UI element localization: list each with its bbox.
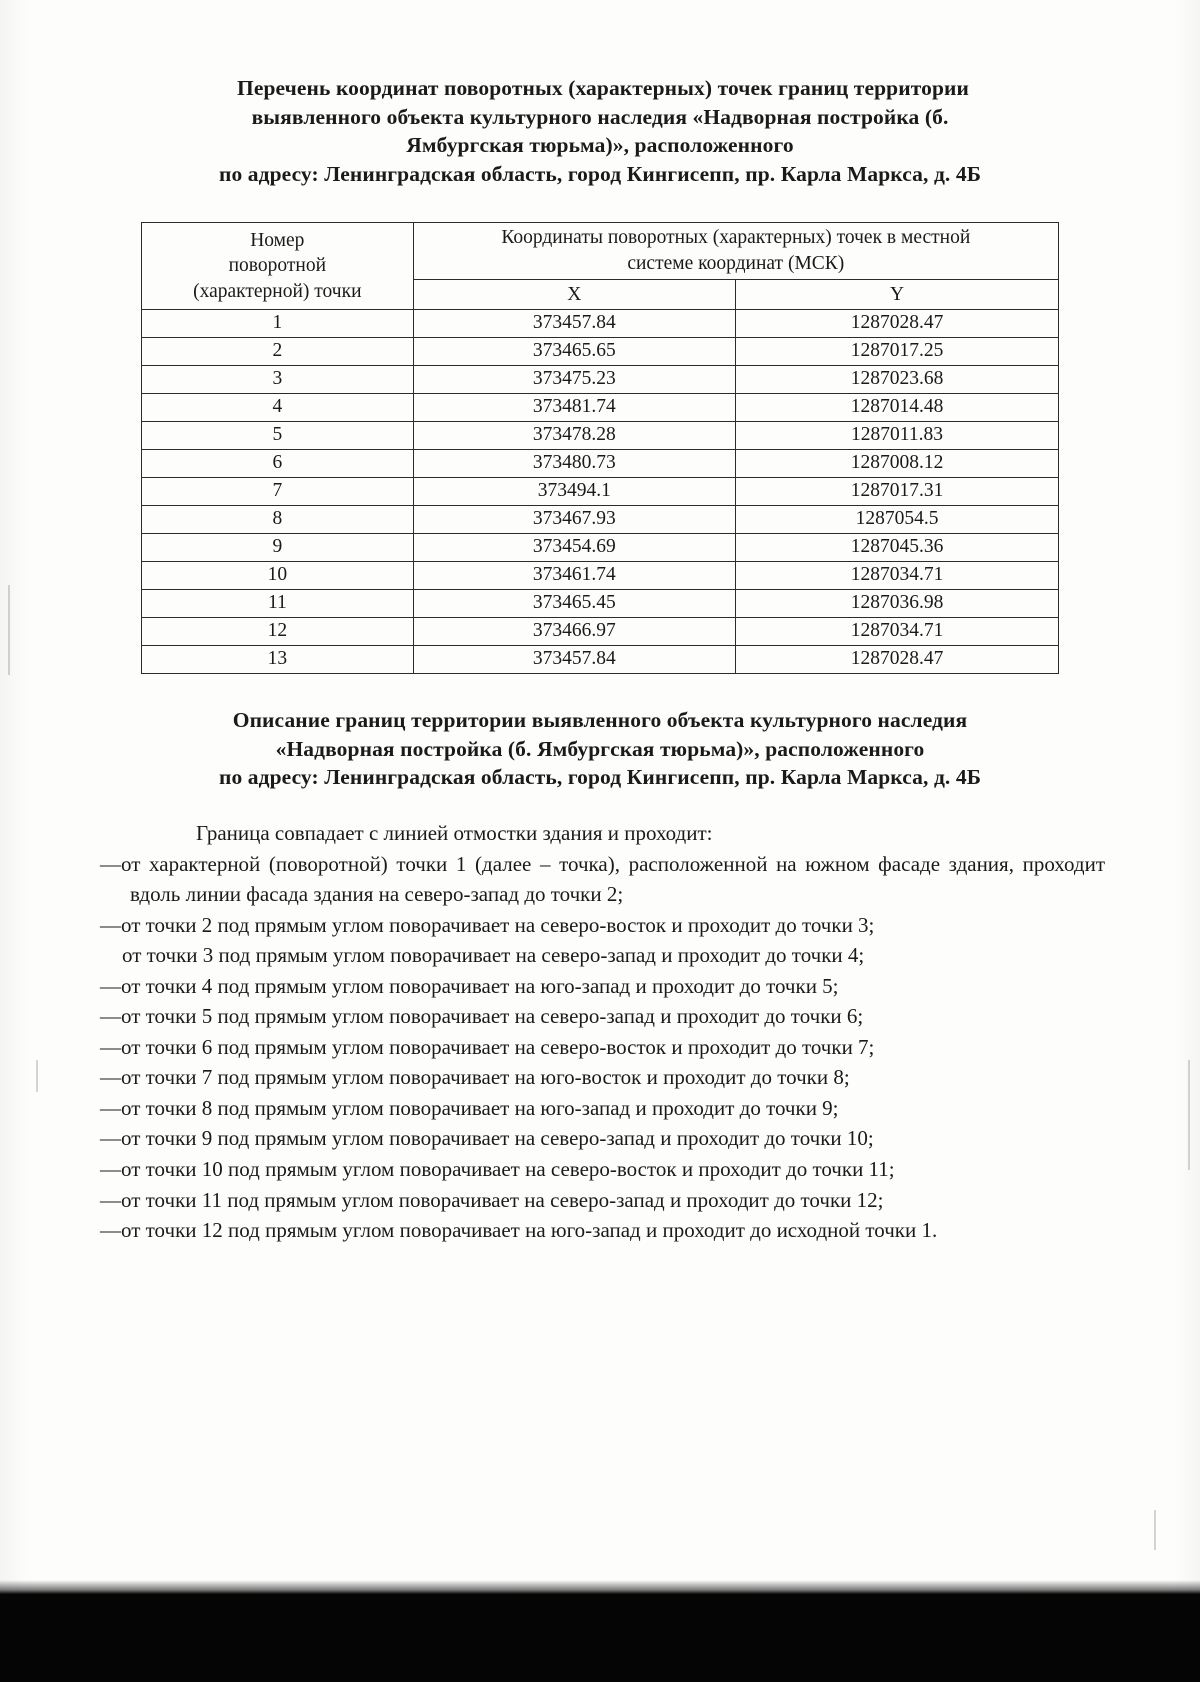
cell-point-number: 1 xyxy=(142,310,414,338)
table-row xyxy=(142,506,1059,534)
cell-point-number: 3 xyxy=(142,366,414,394)
cell-coordinate-x: 373466.97 xyxy=(413,618,735,646)
scan-artifact-left-1 xyxy=(8,585,10,675)
page-title xyxy=(118,74,1082,188)
table-row xyxy=(142,394,1059,422)
border-step-9: —от точки 9 под прямым углом поворачивает на северо-запад и проходит до точки 10; xyxy=(100,1126,874,1151)
header-point-number xyxy=(142,223,414,310)
border-step-6: —от точки 6 под прямым углом поворачивает на северо-восток и проходит до точки 7; xyxy=(100,1034,875,1059)
header-point-number-line-2: поворотной xyxy=(228,255,327,277)
cell-coordinate-y: 1287034.71 xyxy=(736,618,1059,646)
description-heading xyxy=(118,706,1082,792)
table-row xyxy=(142,310,1059,338)
cell-coordinate-y: 1287028.47 xyxy=(736,310,1059,338)
border-step-11: —от точки 11 под прямым углом поворачивает на северо-запад и проходит до точки 12; xyxy=(100,1187,884,1212)
table-row xyxy=(142,618,1059,646)
table-head xyxy=(142,223,1059,310)
cell-coordinate-x: 373481.74 xyxy=(413,394,735,422)
description-heading-line-1: Описание границ территории выявленного объекта культурного наследия xyxy=(232,708,968,733)
table-row xyxy=(142,590,1059,618)
header-coordinates-line-1: Координаты поворотных (характерных) точек в местной xyxy=(501,227,971,249)
cell-coordinate-x: 373467.93 xyxy=(413,506,735,534)
cell-coordinate-y: 1287023.68 xyxy=(736,366,1059,394)
cell-coordinate-y: 1287045.36 xyxy=(736,534,1059,562)
page-title-line-3: Ямбургская тюрьма)», расположенного xyxy=(406,133,794,158)
header-column-x: X xyxy=(413,279,735,309)
table-row xyxy=(142,450,1059,478)
header-coordinates-group xyxy=(413,223,1058,279)
cell-coordinate-y: 1287008.12 xyxy=(736,450,1059,478)
border-step-7: —от точки 7 под прямым углом поворачивает на юго-восток и проходит до точки 8; xyxy=(100,1065,850,1090)
cell-coordinate-y: 1287017.25 xyxy=(736,338,1059,366)
header-point-number-line-3: (характерной) точки xyxy=(193,281,362,303)
cell-point-number: 13 xyxy=(142,646,414,674)
page-title-line-1: Перечень координат поворотных (характерных) точек границ территории xyxy=(237,76,969,100)
header-point-number-line-1: Номер xyxy=(250,229,305,251)
cell-coordinate-y: 1287028.47 xyxy=(736,646,1059,674)
cell-point-number: 6 xyxy=(142,450,414,478)
border-step-8: —от точки 8 под прямым углом поворачивает на юго-запад и проходит до точки 9; xyxy=(100,1095,839,1120)
header-coordinates-line-2: системе координат (МСК) xyxy=(627,253,845,275)
table-row xyxy=(142,338,1059,366)
cell-coordinate-y: 1287036.98 xyxy=(736,590,1059,618)
border-step-5: —от точки 5 под прямым углом поворачивает на северо-запад и проходит до точки 6; xyxy=(100,1004,864,1029)
cell-coordinate-x: 373457.84 xyxy=(413,310,735,338)
border-step-2: —от точки 2 под прямым углом поворачивает на северо-восток и проходит до точки 3; xyxy=(100,912,875,937)
cell-coordinate-x: 373494.1 xyxy=(413,478,735,506)
table-row xyxy=(142,646,1059,674)
coordinates-table-wrapper xyxy=(0,222,1200,674)
description-heading-line-2: «Надворная постройка (б. Ямбургская тюрьма)», расположенного xyxy=(275,736,925,761)
table-row xyxy=(142,478,1059,506)
scan-edge-fade xyxy=(0,1580,1200,1594)
table-row xyxy=(142,534,1059,562)
scan-artifact-right-1 xyxy=(1188,1060,1190,1170)
cell-coordinate-y: 1287014.48 xyxy=(736,394,1059,422)
border-step-10: —от точки 10 под прямым углом поворачивает на северо-восток и проходит до точки 11; xyxy=(100,1156,895,1181)
border-step-12: —от точки 12 под прямым углом поворачивает на юго-запад и проходит до исходной точки 1. xyxy=(100,1218,938,1243)
page-title-line-2: выявленного объекта культурного наследия «Надворная постройка (б. xyxy=(251,104,949,129)
cell-coordinate-x: 373465.45 xyxy=(413,590,735,618)
cell-coordinate-x: 373478.28 xyxy=(413,422,735,450)
cell-point-number: 2 xyxy=(142,338,414,366)
header-column-y: Y xyxy=(736,279,1059,309)
border-step-4: —от точки 4 под прямым углом поворачивает на юго-запад и проходит до точки 5; xyxy=(100,973,839,998)
cell-point-number: 5 xyxy=(142,422,414,450)
scan-artifact-right-2 xyxy=(1154,1510,1156,1550)
cell-coordinate-x: 373475.23 xyxy=(413,366,735,394)
cell-point-number: 11 xyxy=(142,590,414,618)
cell-point-number: 12 xyxy=(142,618,414,646)
cell-point-number: 8 xyxy=(142,506,414,534)
table-header-row-1 xyxy=(142,223,1059,279)
page-title-line-4: по адресу: Ленинградская область, город Кингисепп, пр. Карла Маркса, д. 4Б xyxy=(218,161,982,186)
cell-coordinate-y: 1287011.83 xyxy=(736,422,1059,450)
cell-coordinate-y: 1287054.5 xyxy=(736,506,1059,534)
scan-bottom-edge xyxy=(0,1594,1200,1682)
table-row xyxy=(142,366,1059,394)
cell-coordinate-x: 373465.65 xyxy=(413,338,735,366)
table-body xyxy=(142,310,1059,674)
cell-coordinate-x: 373461.74 xyxy=(413,562,735,590)
cell-coordinate-y: 1287017.31 xyxy=(736,478,1059,506)
cell-point-number: 4 xyxy=(142,394,414,422)
scan-artifact-left-2 xyxy=(36,1060,38,1092)
cell-coordinate-y: 1287034.71 xyxy=(736,562,1059,590)
table-row xyxy=(142,422,1059,450)
cell-coordinate-x: 373480.73 xyxy=(413,450,735,478)
intro-paragraph: Граница совпадает с линией отмостки здания и проходит: xyxy=(196,820,713,845)
cell-point-number: 10 xyxy=(142,562,414,590)
cell-coordinate-x: 373457.84 xyxy=(413,646,735,674)
cell-coordinate-x: 373454.69 xyxy=(413,534,735,562)
border-step-1: —от характерной (поворотной) точки 1 (далее – точка), расположенной на южном фасаде здания, проходит вдоль линии фасада здания на северо-запад до точки 2; xyxy=(100,851,1105,907)
table-row xyxy=(142,562,1059,590)
description-heading-line-3: по адресу: Ленинградская область, город Кингисепп, пр. Карла Маркса, д. 4Б xyxy=(218,765,982,790)
cell-point-number: 9 xyxy=(142,534,414,562)
border-description-body xyxy=(100,818,1105,1246)
border-step-3: от точки 3 под прямым углом поворачивает на северо-запад и проходит до точки 4; xyxy=(122,943,865,968)
cell-point-number: 7 xyxy=(142,478,414,506)
coordinates-table xyxy=(141,222,1059,674)
